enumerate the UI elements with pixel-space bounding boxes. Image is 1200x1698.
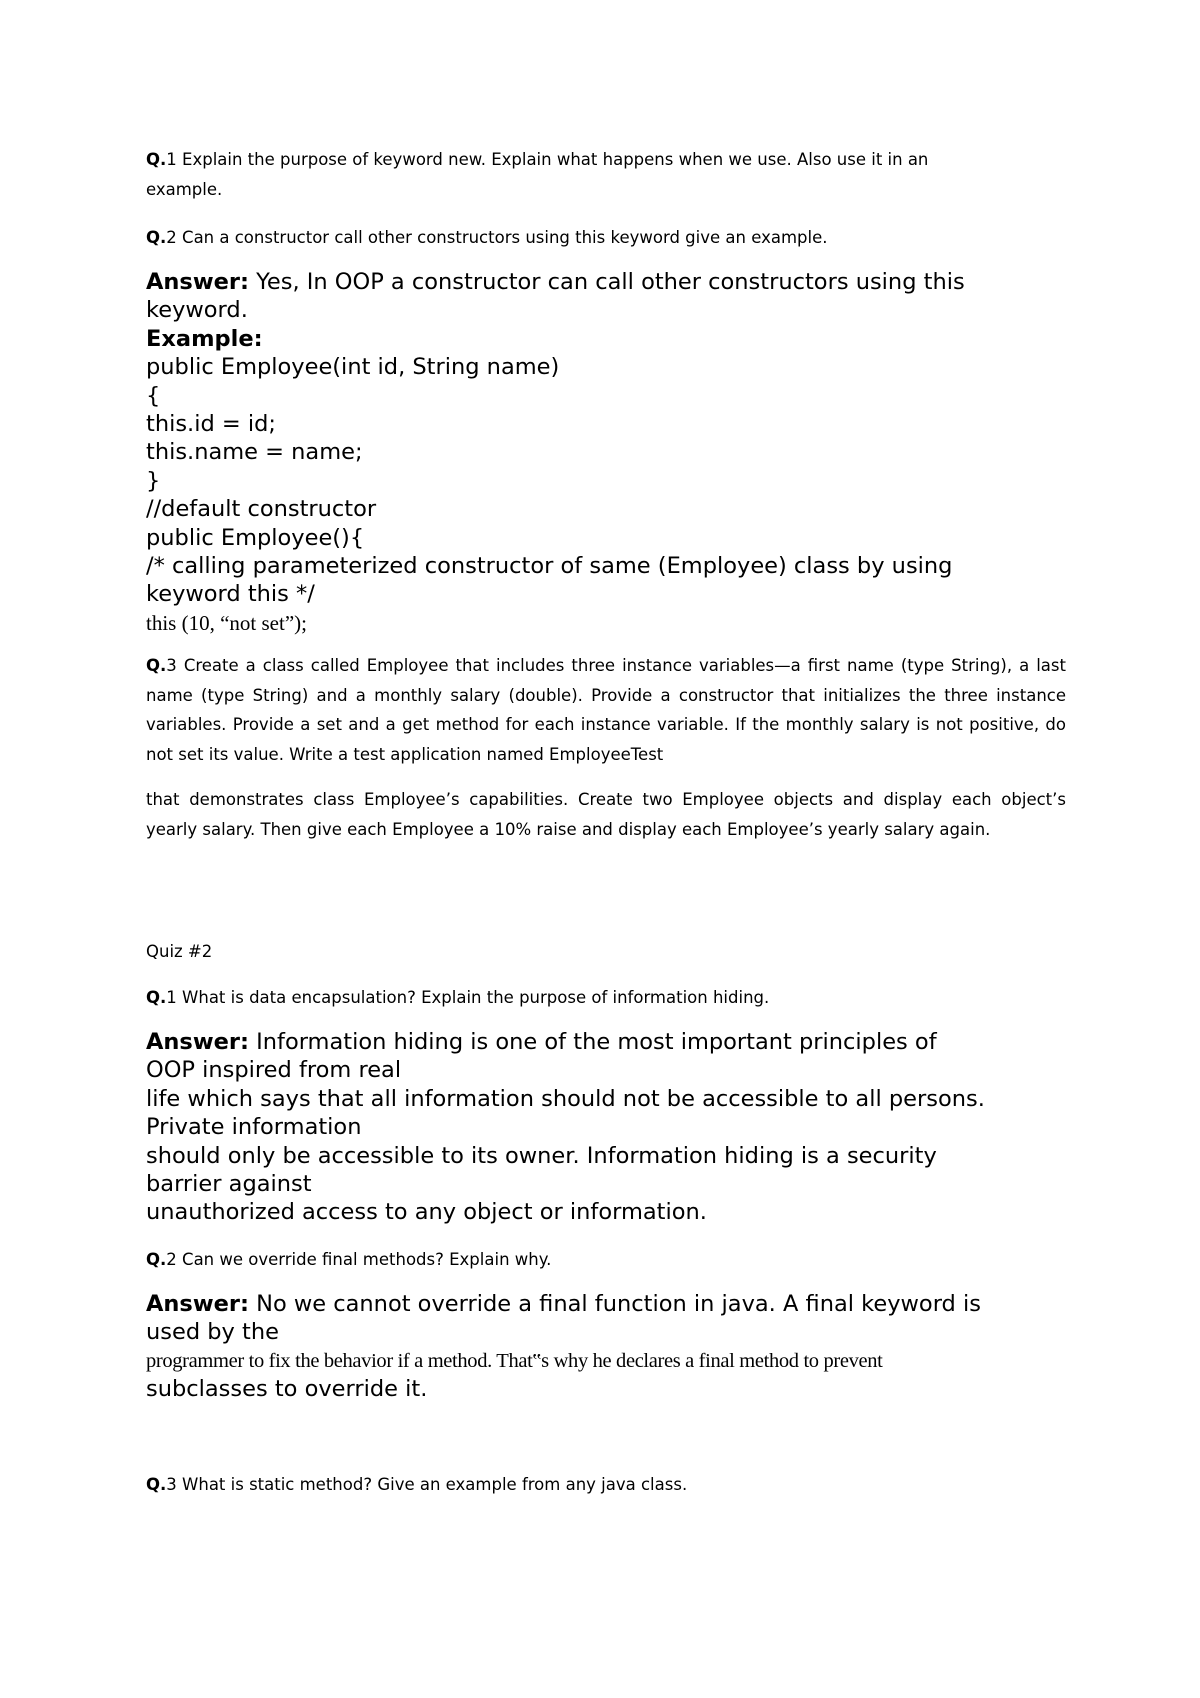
code-line: { — [146, 382, 161, 409]
answer-text-line: barrier against — [146, 1171, 312, 1198]
question-label: Q. — [146, 228, 167, 247]
answer-text-line: subclasses to override it. — [146, 1376, 428, 1403]
code-line: this.id = id; — [146, 411, 277, 438]
question-number: 1 — [166, 988, 177, 1007]
question-text: What is data encapsulation? Explain the purpose of information hiding. — [176, 988, 770, 1007]
question-text: Explain the purpose of keyword new. Explain what happens when we use. Also use it in an — [176, 150, 929, 169]
question-number: 3 — [166, 656, 177, 675]
quiz1-question-2-answer — [146, 268, 1066, 637]
answer-text-line: should only be accessible to its owner. Information hiding is a security — [146, 1142, 937, 1169]
question-number: 2 — [166, 228, 177, 247]
quiz2-question-2 — [146, 1245, 1066, 1275]
quiz1-question-1 — [146, 145, 1066, 205]
code-line-serif: this (10, “not set”); — [146, 610, 307, 635]
quiz2-question-3 — [146, 1470, 1066, 1500]
answer-text: Yes, In OOP a constructor can call other constructors using this — [248, 269, 965, 295]
question-text: What is static method? Give an example from any java class. — [176, 1475, 688, 1494]
code-line: public Employee(){ — [146, 524, 365, 551]
code-line: public Employee(int id, String name) — [146, 354, 560, 381]
answer-text-continued: keyword. — [146, 297, 248, 324]
quiz2-question-1 — [146, 983, 1066, 1013]
question-label: Q. — [146, 150, 167, 169]
question-label: Q. — [146, 988, 167, 1007]
answer-text-line: life which says that all information should not be accessible to all persons. — [146, 1085, 985, 1112]
code-line: //default constructor — [146, 496, 377, 523]
answer-label: Answer: — [146, 1029, 249, 1055]
answer-text: Information hiding is one of the most important principles of — [248, 1029, 937, 1055]
question-number: 2 — [166, 1250, 177, 1269]
code-line: this.name = name; — [146, 439, 363, 466]
quiz2-question-1-answer — [146, 1028, 1066, 1227]
question-label: Q. — [146, 656, 167, 675]
question-text: Can we override final methods? Explain why. — [176, 1250, 552, 1269]
quiz2-title: Quiz #2 — [146, 942, 213, 961]
answer-label: Answer: — [146, 1291, 249, 1317]
quiz1-question-2 — [146, 223, 1066, 253]
code-line: } — [146, 467, 161, 494]
answer-text-line: Private information — [146, 1114, 362, 1141]
question-text: Create a class called Employee that includes three instance variables—a first name (type String), a last name (type String) and a monthly salary (double). Provide a constructor that initializes the three instance variables. Provide a set and a get method for each instance variable. If the monthly salary is not positive, do not set its value. Write a test application named EmployeeTest — [146, 656, 1066, 764]
question-label: Q. — [146, 1250, 167, 1269]
question-text: Can a constructor call other constructors using this keyword give an example. — [176, 228, 828, 247]
question-number: 3 — [166, 1475, 177, 1494]
question-number: 1 — [166, 150, 177, 169]
quiz1-question-3 — [146, 651, 1066, 769]
answer-text: No we cannot override a final function in java. A final keyword is — [248, 1291, 981, 1317]
quiz1-question-3-paragraph-2: that demonstrates class Employee’s capabilities. Create two Employee objects and display each object’s yearly salary. Then give each Employee a 10% raise and display each Employee’s yearly salary again. — [146, 790, 1066, 839]
question-label: Q. — [146, 1475, 167, 1494]
example-label: Example: — [146, 325, 263, 352]
code-line: keyword this */ — [146, 581, 315, 608]
answer-text-line: unauthorized access to any object or information. — [146, 1199, 707, 1226]
answer-text-line: used by the — [146, 1319, 279, 1346]
answer-text-line-serif: programmer to fix the behavior if a method. That‟s why he declares a final method to prevent — [146, 1349, 883, 1372]
question-text-continued: example. — [146, 180, 223, 199]
answer-label: Answer: — [146, 269, 249, 295]
quiz2-question-2-answer — [146, 1290, 1066, 1404]
answer-text-line: OOP inspired from real — [146, 1057, 402, 1084]
code-line: /* calling parameterized constructor of same (Employee) class by using — [146, 553, 953, 580]
